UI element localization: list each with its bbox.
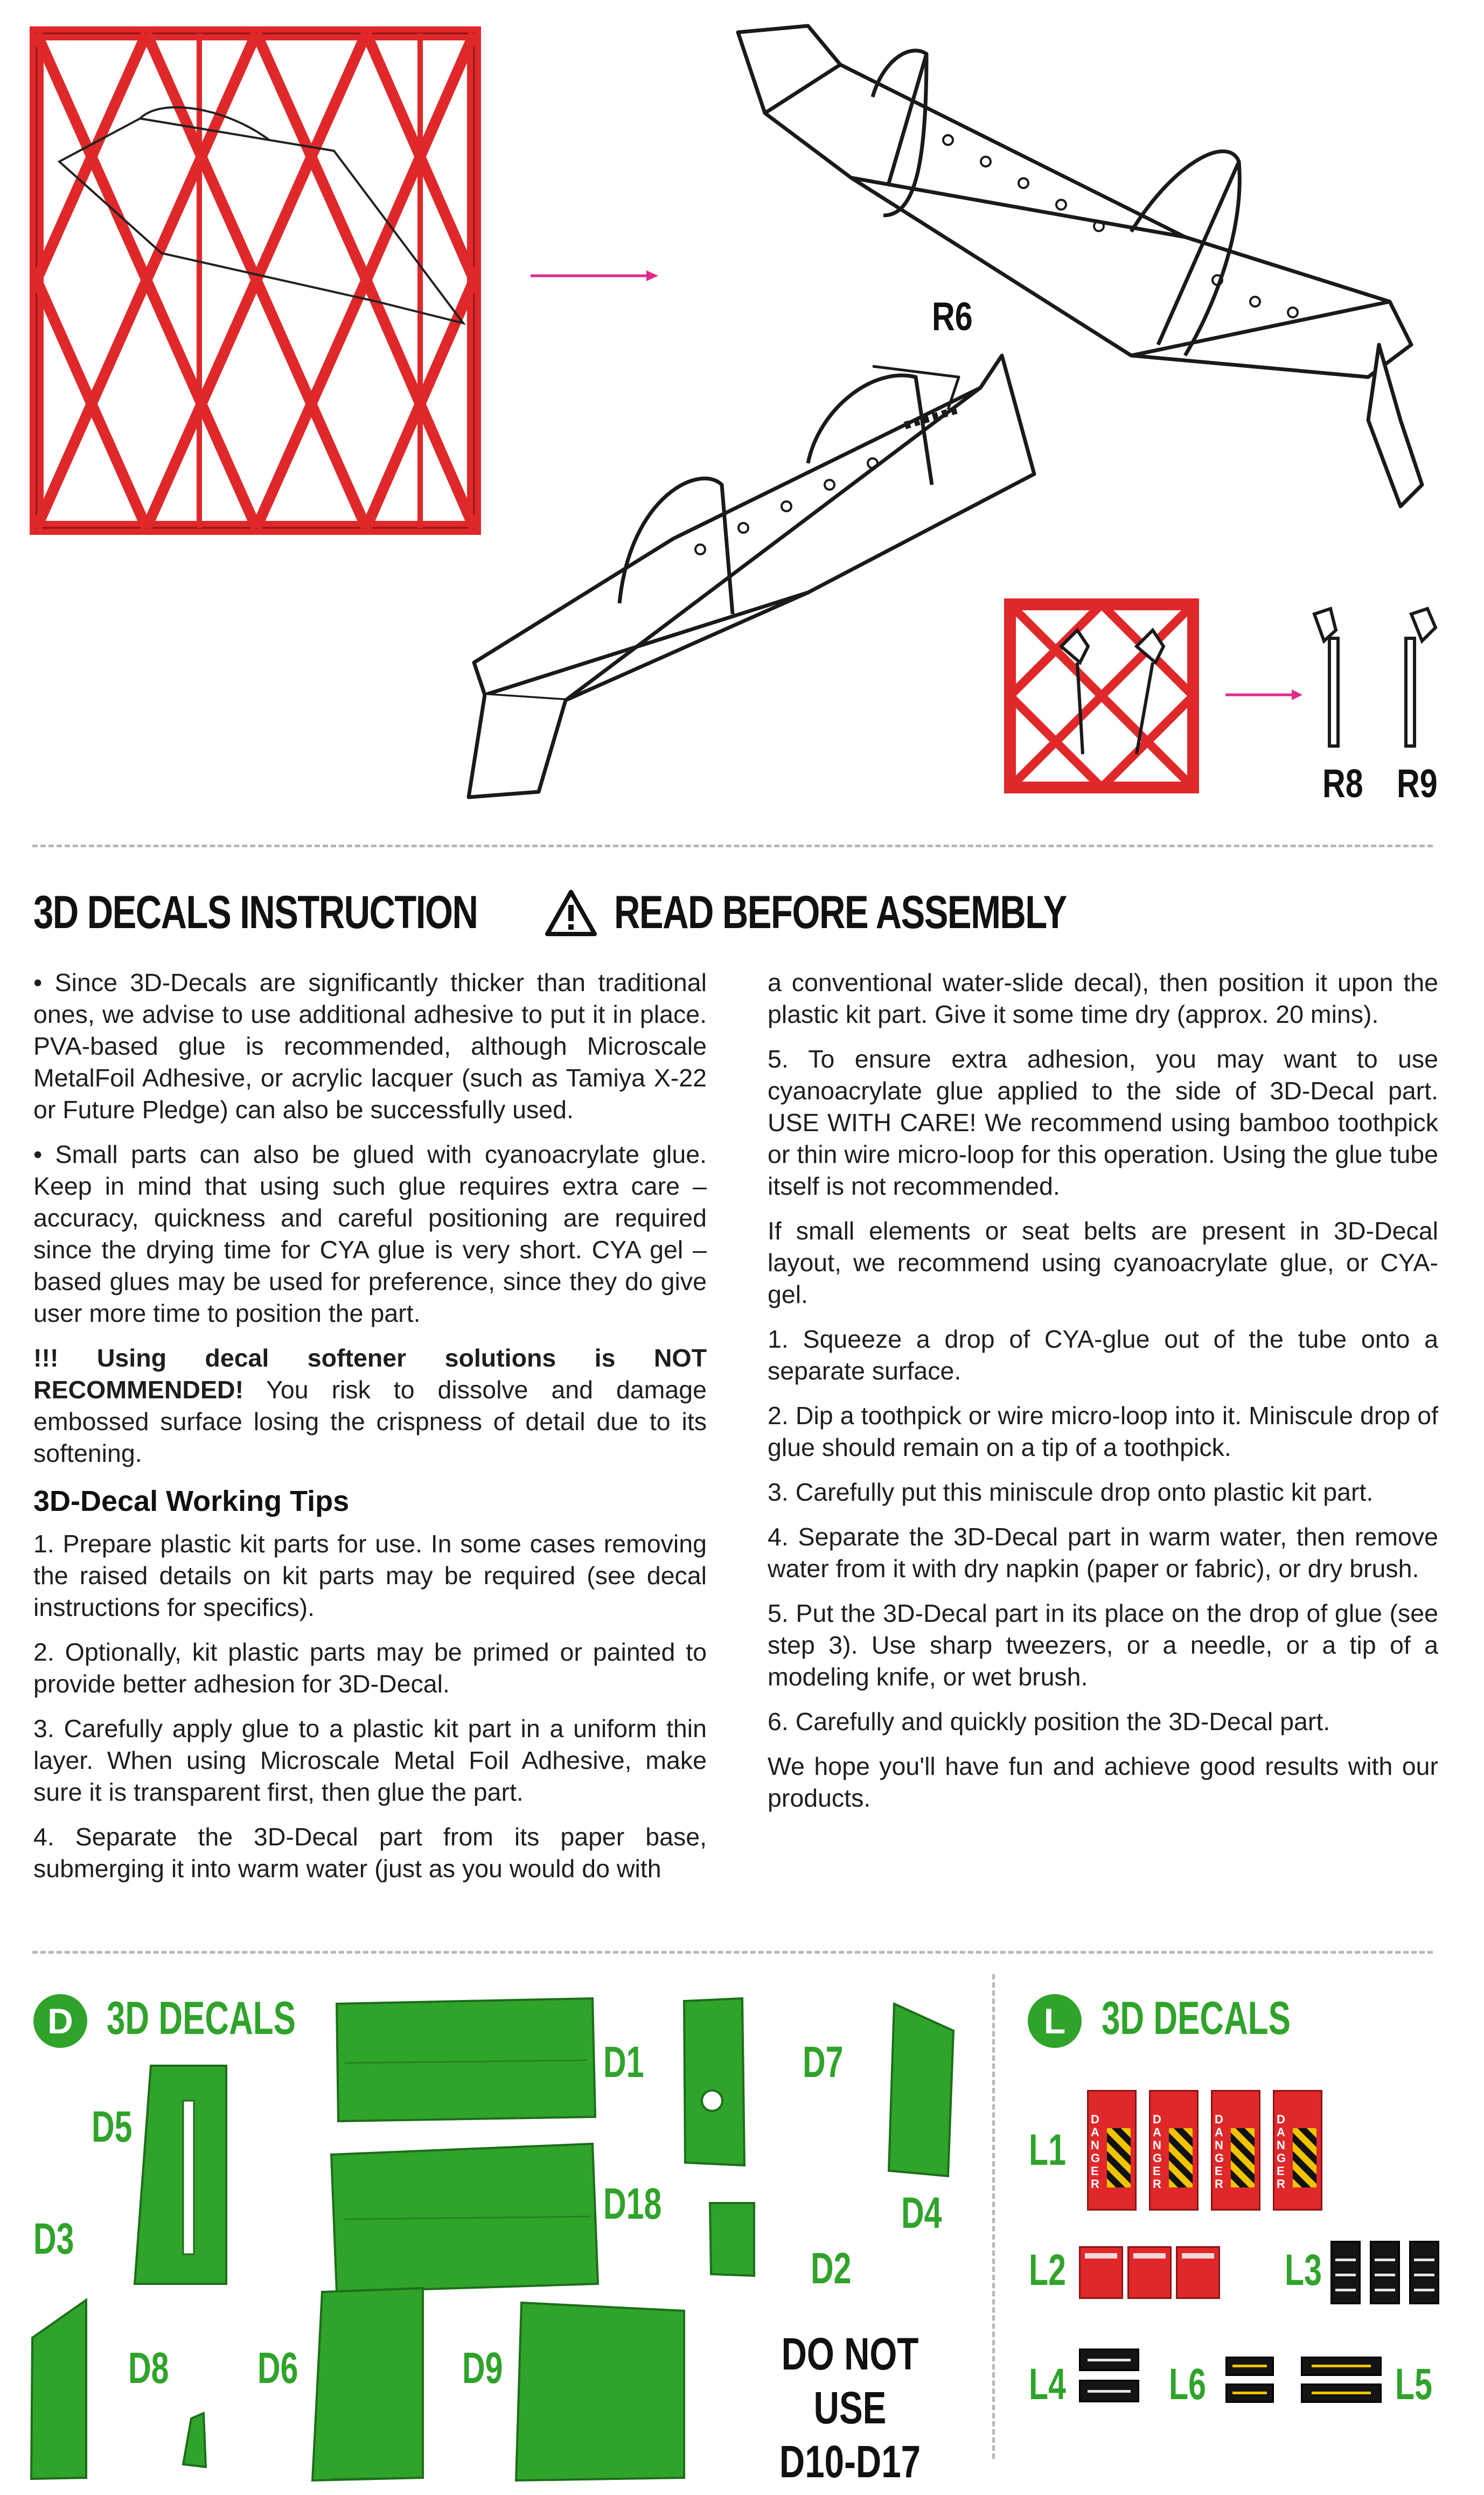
do-not-use-notice [762,2327,938,2489]
decal-label-l1: L1 [1029,2125,1066,2175]
data-placard [1301,2357,1382,2376]
danger-placard: DANGER [1211,2090,1260,2211]
data-placard [1079,2348,1139,2371]
instruction-placard [1409,2241,1439,2304]
decal-d5 [135,2066,226,2284]
decal-label-d1: D1 [603,2038,644,2087]
softener-warning-bold: !!! Using decal softener solutions is NOT RECOMMENDED! [33,1344,707,1404]
arrow-right-icon [1225,689,1302,700]
danger-placard: DANGER [1149,2090,1199,2211]
decal-label-d2: D2 [811,2244,852,2293]
part-r8 [1314,609,1338,746]
instruction-placard [1330,2241,1361,2304]
data-placard [1225,2357,1274,2376]
instruction-right-column [768,967,1438,1827]
part-label-r9: R9 [1397,761,1438,806]
part-label-r8: R8 [1322,761,1363,806]
tip-item: 5. Put the 3D-Decal part in its place on the drop of glue (see step 3). Use sharp tweezers, or a needle, or a tip of a modeling knife, or wet brush. [768,1599,1438,1691]
decal-sheet-d-badge: D [33,1994,87,2048]
instruction-title: 3D DECALS INSTRUCTION [33,887,478,938]
warning-placard [1127,2246,1172,2299]
arrow-right-icon [531,270,658,281]
decal-d2 [710,2203,754,2276]
canopy-frame-r6 [738,26,1422,506]
tips-heading: 3D-Decal Working Tips [33,1485,350,1517]
closing-paragraph: We hope you'll have fun and achieve good results with our products. [768,1752,1438,1812]
decal-label-l4: L4 [1029,2360,1066,2409]
tip-item: 2. Dip a toothpick or wire micro-loop into it. Miniscule drop of glue should remain on a tip of a toothpick. [768,1402,1438,1461]
part-r9 [1406,609,1436,746]
small-sprue-frame [1010,604,1193,787]
tip-item: 1. Prepare plastic kit parts for use. In some cases removing the raised details on kit parts may be required (see decal instructions for specifics). [33,1530,707,1621]
decal-d4 [889,2004,953,2176]
decal-label-d9: D9 [462,2344,503,2393]
tip-item: 4. Separate the 3D-Decal part from its paper base, submerging it into warm water (just as you would do with [33,1823,707,1883]
tip-item: 1. Squeeze a drop of CYA-glue out of the tube onto a separate surface. [768,1325,1438,1385]
decal-sheet-l-title: 3D DECALS [1102,1992,1291,2044]
part-label-r6: R6 [932,294,973,339]
paragraph: If small elements or seat belts are present in 3D-Decal layout, we recommend using cyanoacrylate glue, or CYA-gel. [768,1217,1438,1308]
paragraph: a conventional water-slide decal), then position it upon the plastic kit part. Give it some time dry (approx. 20 mins). [768,968,1438,1028]
decal-label-l6: L6 [1169,2360,1206,2409]
warning-triangle-icon [544,889,598,937]
warning-placard [1079,2246,1123,2299]
decal-label-d3: D3 [33,2214,74,2263]
softener-warning-text: You risk to dissolve and damage embossed surface losing the crispness of detail due to its softening. [33,1376,707,1467]
warning-placard [1176,2246,1220,2299]
decal-label-l2: L2 [1029,2246,1066,2295]
data-placard [1301,2384,1382,2403]
decal-label-d6: D6 [257,2344,298,2393]
decal-label-d5: D5 [92,2102,133,2151]
paragraph: • Small parts can also be glued with cyanoacrylate glue. Keep in mind that using such glue requires extra care – accuracy, quickness and careful positioning are required since the drying time for CYA glue is very short. CYA gel – based glues may be used for preference, since they do give user more time to position the part. [33,1140,707,1327]
decal-label-l3: L3 [1285,2246,1322,2295]
do-not-use-line1: DO NOT USE [781,2329,919,2433]
instruction-placard [1370,2241,1400,2304]
decal-label-d18: D18 [603,2179,662,2228]
tip-item: 6. Carefully and quickly position the 3D-Decal part. [768,1708,1330,1736]
warning-title: READ BEFORE ASSEMBLY [614,887,1067,938]
canopy-sprue-frame [37,33,474,528]
section-divider [32,845,1433,847]
softener-warning [33,1342,707,1469]
instruction-left-column [33,967,707,1898]
danger-placard: DANGER [1273,2090,1322,2211]
data-placard [1079,2380,1139,2402]
decal-d7 [684,1998,744,2165]
decal-d6 [312,2288,423,2480]
tip-item: 3. Carefully apply glue to a plastic kit part in a uniform thin layer. When using Microscale Metal Foil Adhesive, make sure it is transparent first, then glue the part. [33,1715,707,1806]
decal-label-d7: D7 [803,2038,844,2087]
decal-label-d4: D4 [901,2189,942,2238]
paragraph: • Since 3D-Decals are significantly thicker than traditional ones, we advise to use additional adhesive to put it in place. PVA-based glue is recommended, although Microscale MetalFoil Adhesive, or acrylic lacquer (such as Tamiya X-22 or Future Pledge) can also be successfully used. [33,968,707,1124]
vertical-divider [992,1974,995,2459]
paragraph: 5. To ensure extra adhesion, you may want to use cyanoacrylate glue applied to the side of 3D-Decal part. USE WITH CARE! We recommend using bamboo toothpick or thin wire micro-loop for this operation. Using the glue tube itself is not recommended. [768,1045,1438,1200]
tip-item: 4. Separate the 3D-Decal part in warm water, then remove water from it with dry napkin (paper or fabric), or dry brush. [768,1523,1438,1583]
decal-d1 [337,1998,595,2121]
assembly-diagram [0,0,1484,840]
canopy-frame-assembled [469,356,1034,797]
tip-item: 2. Optionally, kit plastic parts may be primed or painted to provide better adhesion for 3D-Decal. [33,1638,707,1698]
decal-label-d8: D8 [128,2344,169,2393]
decal-sheet-l-badge: L [1028,1994,1082,2048]
decal-d3 [31,2300,86,2479]
data-placard [1225,2384,1274,2403]
danger-placard: DANGER [1087,2090,1137,2211]
tip-item: 3. Carefully put this miniscule drop onto plastic kit part. [768,1478,1374,1506]
decal-d9 [516,2303,684,2480]
decal-d8 [183,2413,206,2467]
do-not-use-line2: D10-D17 [779,2436,921,2487]
decal-sheet-d-title: 3D DECALS [107,1992,296,2044]
decal-label-l5: L5 [1395,2360,1432,2409]
